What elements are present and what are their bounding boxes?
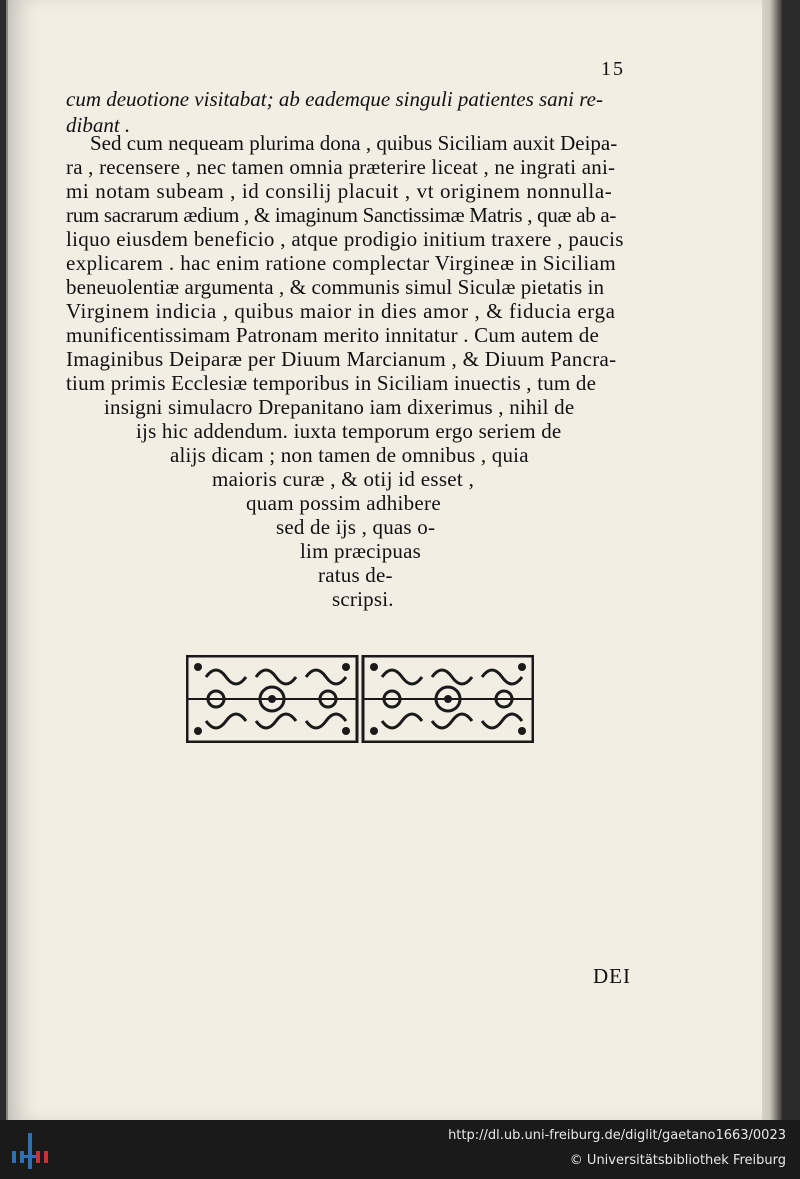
text-line: Sed cum nequeam plurima dona , quibus Siciliam auxit Deipa-: [90, 131, 618, 155]
text-line: explicarem . hac enim ratione complectar Virgineæ in Siciliam: [66, 251, 617, 275]
copyright-notice: © Universitätsbibliothek Freiburg: [569, 1153, 786, 1168]
text-line: scripsi.: [332, 587, 394, 611]
text-line: insigni simulacro Drepanitano iam dixerimus , nihil de: [104, 395, 575, 419]
text-line: liquo eiusdem beneficio , atque prodigio initium traxere , paucis: [66, 227, 624, 251]
italic-line: dibant .: [66, 113, 131, 137]
text-line: maioris curæ , & otij id esset ,: [212, 467, 475, 491]
text-line: ijs hic addendum. iuxta temporum ergo seriem de: [136, 419, 562, 443]
text-line: sed de ijs , quas o-: [276, 515, 436, 539]
source-url-link[interactable]: http://dl.ub.uni-freiburg.de/diglit/gaetano1663/0023: [448, 1128, 786, 1143]
printer-ornament: [186, 655, 534, 743]
italic-line: cum deuotione visitabat; ab eademque singuli patientes sani re-: [66, 87, 603, 111]
text-line: munificentissimam Patronam merito innitatur . Cum autem de: [66, 323, 600, 347]
page-number: 15: [601, 58, 625, 80]
catchword: DEI: [593, 964, 631, 988]
text-line: ra , recensere , nec tamen omnia præterire liceat , ne ingrati ani-: [66, 155, 616, 179]
text-line: alijs dicam ; non tamen de omnibus , quia: [170, 443, 529, 467]
page-edge: [762, 0, 782, 1120]
text-line: Virginem indicia , quibus maior in dies amor , & fiducia erga: [66, 299, 616, 323]
text-line: Imaginibus Deiparæ per Diuum Marcianum , & Diuum Pancra-: [66, 347, 617, 371]
text-line: quam possim adhibere: [246, 491, 441, 515]
text-line: ratus de-: [318, 563, 393, 587]
text-line: tium primis Ecclesiæ temporibus in Siciliam inuectis , tum de: [66, 371, 597, 395]
text-line: rum sacrarum ædium , & imaginum Sanctissimæ Matris , quæ ab a-: [66, 203, 617, 227]
library-logo-icon: [10, 1131, 52, 1171]
text-line: beneuolentiæ argumenta , & communis simul Siculæ pietatis in: [66, 275, 605, 299]
text-line: lim præcipuas: [300, 539, 422, 563]
text-line: mi notam subeam , id consilij placuit , vt originem nonnulla-: [66, 179, 613, 203]
